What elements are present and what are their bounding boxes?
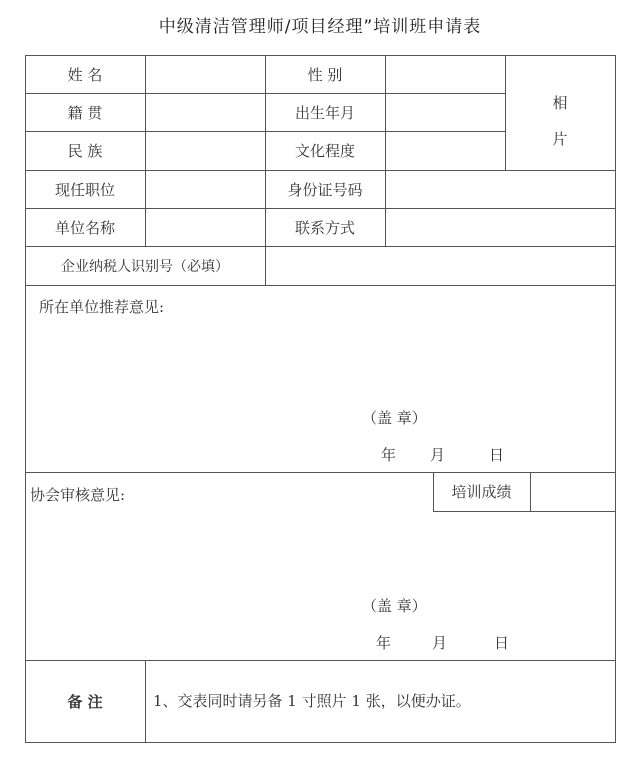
table-border-bottom: [25, 742, 616, 743]
current-position-label: 现任职位: [54, 180, 115, 199]
col-line: [145, 660, 146, 743]
native-place-field[interactable]: [146, 94, 265, 131]
unit-name-label: 单位名称: [54, 218, 115, 237]
id-number-label: 身份证号码: [287, 180, 363, 199]
unit-month-label: 月: [430, 446, 446, 464]
training-score-label: 培训成绩: [451, 483, 512, 501]
photo-label-1: 相: [552, 94, 568, 112]
row-line: [25, 285, 616, 286]
native-place-label: 籍 贯: [67, 103, 103, 122]
birth-date-label: 出生年月: [294, 103, 355, 122]
training-score-field[interactable]: [531, 473, 615, 511]
education-label: 文化程度: [294, 142, 355, 160]
table-border-right: [615, 55, 616, 743]
remarks-label: 备 注: [67, 692, 103, 711]
unit-opinion-label: 所在单位推荐意见:: [39, 298, 165, 316]
score-box-line: [433, 511, 616, 512]
id-number-field[interactable]: [386, 171, 615, 208]
unit-day-label: 日: [489, 446, 505, 464]
name-field[interactable]: [146, 56, 265, 93]
photo-box[interactable]: [505, 55, 615, 170]
tax-id-label: 企业纳税人识别号（必填）: [61, 258, 229, 275]
unit-opinion-field[interactable]: [26, 320, 615, 400]
name-label: 姓 名: [67, 65, 103, 84]
remarks-text: 1、交表同时请另备 1 寸照片 1 张，以便办证。: [153, 692, 471, 710]
assoc-seal-text: （盖 章）: [362, 597, 427, 615]
birth-date-field[interactable]: [386, 94, 505, 131]
contact-field[interactable]: [386, 209, 615, 246]
contact-label: 联系方式: [294, 218, 355, 237]
education-field[interactable]: [386, 132, 505, 170]
ethnicity-field[interactable]: [146, 132, 265, 170]
gender-label: 性 别: [307, 65, 343, 84]
assoc-year-label: 年: [376, 634, 392, 652]
form-title: 中级清洁管理师/项目经理”培训班申请表: [158, 17, 482, 37]
tax-id-field[interactable]: [266, 247, 615, 285]
unit-seal-text: （盖 章）: [362, 409, 427, 427]
assoc-opinion-field[interactable]: [26, 515, 615, 590]
current-position-field[interactable]: [146, 171, 265, 208]
photo-label-2: 片: [552, 130, 568, 148]
assoc-day-label: 日: [494, 634, 510, 652]
ethnicity-label: 民 族: [67, 142, 103, 160]
unit-name-field[interactable]: [146, 209, 265, 246]
gender-field[interactable]: [386, 56, 505, 93]
unit-year-label: 年: [381, 446, 397, 464]
assoc-opinion-label: 协会审核意见:: [30, 486, 126, 504]
assoc-month-label: 月: [432, 634, 448, 652]
